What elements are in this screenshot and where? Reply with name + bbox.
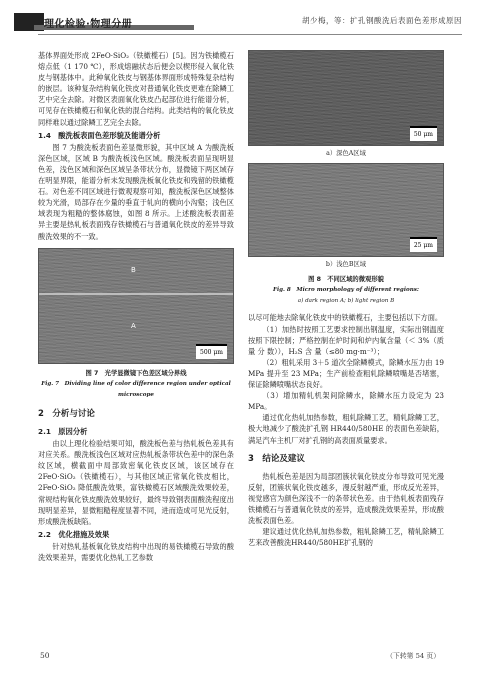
scale-bar: 25 μm: [410, 237, 437, 252]
figure-8-caption-en: Fig. 8 Micro morphology of different regions:: [273, 287, 419, 294]
header-rule: [38, 34, 462, 35]
figure-8-caption: 图 8 不同区域的微观形貌: [308, 276, 384, 284]
page-header: [0, 0, 480, 46]
paragraph: 通过优化热轧加热参数，粗轧除鳞工艺，精轧除鳞工艺，极大地减少了酸洗扩孔钢 HR440/580HE 的表面色差缺陷，满足汽车主机厂对扩孔钢的高表面质量要求。: [248, 413, 444, 445]
figure-7-caption: 图 7 光学显微镜下色差区域分界线: [85, 369, 187, 377]
figure-8a-micrograph: [248, 50, 444, 146]
right-column: [248, 50, 444, 548]
paragraph: （1）加热时按照工艺要求控制出钢温度，实际出钢温度按照下限控制；严格控制在炉时间和炉内氧含量（＜ 3%（质 量 分 数）），H₂S 含 量（≤80 mg·m⁻³）；: [248, 324, 444, 356]
scale-bar: 500 μm: [196, 344, 227, 359]
region-b-label: B: [131, 265, 136, 274]
paragraph: 基体界面处形成 2FeO·SiO₂（铁橄榄石）[5]。因为铁橄榄石熔点低（1 170 ℃），形成熔融状态后便会以楔形侵入氧化铁皮与钢基体中。此种氧化铁皮与钢基体界面形成特殊复杂结构的嵌层。该种复杂结构氧化铁皮对普通氧化铁皮更难在除鳞工艺中完全去除。对微区表面氧化铁皮凸起部位进行能谱分析，可见存在铁橄榄石和氧化铁的混合结构。此类结构的氧化铁皮同样难以通过除鳞工艺完全去除。: [38, 51, 234, 127]
section-heading-2-1: 2.1 原因分析: [38, 426, 88, 436]
paragraph: 以尽可能地去除氧化铁皮中的铁橄榄石，主要包括以下方面。: [248, 313, 443, 323]
paragraph: 针对热轧基板氧化铁皮结构中出现的易铁橄榄石导致的酸洗效果差异，需要优化热轧工艺参数: [38, 541, 234, 562]
section-heading-1-4: 1.4 酸洗板表面色差形貌及能谱分析: [38, 130, 161, 140]
figure-7-micrograph: [38, 248, 234, 364]
left-column: [38, 50, 234, 563]
paragraph: 建议通过优化热轧加热参数，粗轧除鳞工艺，精轧除鳞工艺来改善酸洗HR440/580HE扩孔钢的: [248, 527, 444, 548]
section-heading-3: 3 结论及建议: [248, 453, 305, 464]
figure-8b-caption: b）浅色B区域: [325, 261, 367, 269]
dividing-line: [39, 293, 233, 295]
running-title: 胡少梅，等：扩孔钢酸洗后表面色差形成原因: [302, 16, 462, 25]
paragraph: （3）增加精轧机架间除鳞水，除鳞水压力设定为 23 MPa。: [248, 391, 444, 412]
page-number: 50: [40, 651, 50, 660]
continued-note: （下转第 54 页）: [386, 652, 440, 660]
paragraph: 热轧板色差是因为局部团簇状氧化铁皮分布导致可见光漫反射，团簇状氧化铁皮越多，漫反射越严重，形成反光差异，视觉感官为颜色深浅不一的条带状色差。由于热轧板表面残存铁橄榄石与普通氧化铁皮的差异，造成酸洗效果差异，形成酸洗板表面色差。: [248, 471, 444, 526]
journal-name: 理化检验·物理分册: [44, 19, 133, 30]
region-a-label: A: [131, 321, 136, 330]
paragraph: 由以上理化检验结果可知，酸洗板色差与热轧板色差具有对应关系。酸洗板浅色区域对应热轧板条带状色差中的深色条纹区域，横截面中局部致密氧化铁皮区域，该区域存在 2FeO·SiO₂（铁橄榄石），与其他区域正常氧化铁皮相比，2FeO·SiO₂ 降低酸洗效果，富铁橄榄石区域酸洗效果较差，常规结构氧化铁皮酸洗效果较好，最终导致钢表面酸洗程度出现明显差异，显微粗糙程度显著不同，进而造成可见光反射，形成酸洗板缺陷。: [38, 439, 234, 526]
paragraph: 图 7 为酸洗板表面色差显微形貌，其中区域 A 为酸洗板深色区域，区域 B 为酸洗板浅色区域。酸洗板表面呈现明显色差，浅色区域和深色区域呈条带状分布，显微镜下两区域存在明显界限，能谱分析未发现酸洗板氧化铁皮和残留的铁橄榄石。对色差不同区域进行微观观察可知，酸洗板深色区域整体较为光滑，局部存在少量的垂直于轧向的横向小沟壑；浅色区域表现为粗糙的整体腐蚀，如图 8 所示。上述酸洗板表面差异主要是热轧板表面残存铁橄榄石与普通氧化铁皮的差异导致酸洗效果的不一致。: [38, 142, 234, 241]
scale-bar: 50 μm: [410, 126, 437, 141]
figure-8b-micrograph: [248, 163, 444, 257]
figure-7-caption-en: Fig. 7 Dividing line of color difference region under optical microscope: [41, 380, 231, 398]
section-heading-2: 2 分析与讨论: [38, 408, 95, 419]
paragraph: （2）粗轧采用 3＋5 道次全除鳞模式，除鳞水压力由 19 MPa 提升至 23 MPa；生产前检查粗轧除鳞喷嘴是否堵塞，保证除鳞喷嘴状态良好。: [248, 357, 444, 390]
figure-8a-caption: a）深色A区域: [326, 150, 366, 157]
figure-8-caption-en-sub: a) dark region A; b) light region B: [297, 298, 395, 305]
section-heading-2-2: 2.2 优化措施及效果: [38, 529, 110, 539]
